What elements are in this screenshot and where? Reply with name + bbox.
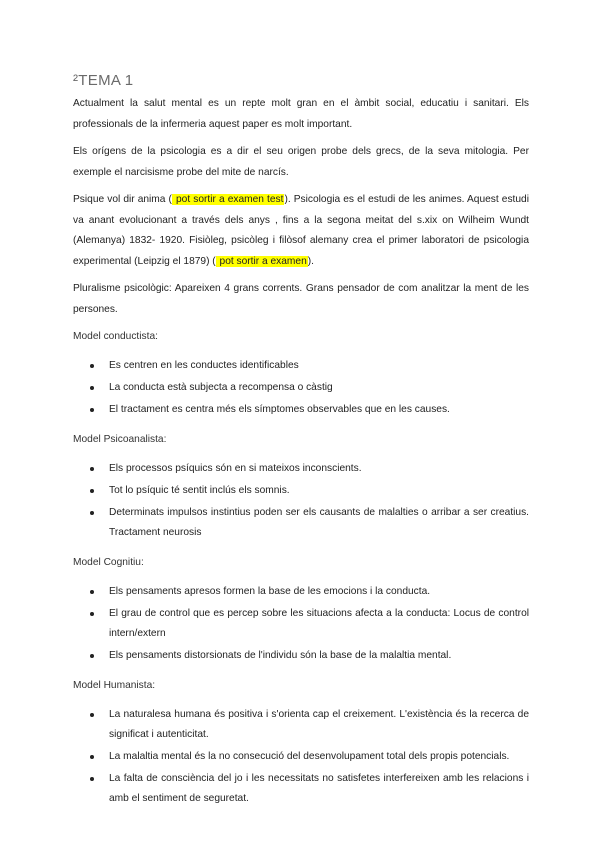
bullet-icon: [90, 713, 94, 717]
bullet-list-humanista: [73, 705, 529, 809]
exam-highlight-2: pot sortir a examen: [216, 255, 307, 267]
bullet-icon: [90, 612, 94, 616]
exam-highlight-1: pot sortir a examen test: [172, 194, 284, 205]
list-item: Els pensaments distorsionats de l'individu són la base de la malaltia mental.: [73, 646, 529, 666]
bullet-icon: [90, 511, 94, 515]
bullet-icon: [90, 654, 94, 658]
list-item: Els pensaments apresos formen la base de les emocions i la conducta.: [73, 582, 529, 602]
bullet-icon: [90, 364, 94, 368]
list-item: El tractament es centra més els símptomes observables que en les causes.: [73, 400, 529, 420]
page-title: ²TEMA 1: [73, 72, 134, 89]
psique-paragraph: [73, 190, 529, 272]
list-item: La naturalesa humana és positiva i s'orienta cap el creixement. L'existència és la recerca de significat i autenticitat.: [73, 705, 529, 745]
list-item: La conducta està subjecta a recompensa o càstig: [73, 378, 529, 398]
bullet-icon: [90, 467, 94, 471]
list-item: Determinats impulsos instintius poden ser els causants de malalties o arribar a ser creatius. Tractament neurosis: [73, 503, 529, 543]
document-body: [73, 72, 529, 819]
pluralisme-paragraph: Pluralisme psicològic: Apareixen 4 grans corrents. Grans pensador de com analitzar la ment de les persones.: [73, 283, 529, 315]
list-item: Es centren en les conductes identificables: [73, 356, 529, 376]
psique-text-1: Psique vol dir anima (: [73, 194, 172, 205]
bullet-icon: [90, 386, 94, 390]
bullet-icon: [90, 408, 94, 412]
psique-text-2: ). Psicologia es el estudi de les animes. Aquest estudi va anant evolucionant a través dels anys , fins a la segona meitat del s.xix on Wilheim Wundt (Alemanya) 1832- 1920. Fisiòleg, psicòleg i filòsof alemany crea el primer laboratori de psicologia experimental (Leipzig el 1879) (: [73, 194, 529, 267]
list-item: Els processos psíquics són en si mateixos inconscients.: [73, 459, 529, 479]
list-item: Tot lo psíquic té sentit inclús els somnis.: [73, 481, 529, 501]
list-item: La falta de consciència del jo i les necessitats no satisfetes interfereixen amb les relacions i amb el sentiment de seguretat.: [73, 769, 529, 809]
bullet-icon: [90, 777, 94, 781]
psique-text-3: ).: [307, 255, 314, 267]
model-heading-humanista: Model Humanista:: [73, 680, 156, 691]
intro-paragraph-2: Els orígens de la psicologia es a dir el seu origen probe dels grecs, de la seva mitologia. Per exemple el narcisisme probe del mite de narcís.: [73, 146, 529, 178]
bullet-icon: [90, 590, 94, 594]
model-heading-conductista: Model conductista:: [73, 331, 158, 342]
bullet-icon: [90, 755, 94, 759]
bullet-icon: [90, 489, 94, 493]
bullet-list-psicoanalista: [73, 459, 529, 543]
bullet-list-conductista: [73, 356, 529, 420]
model-heading-cognitiu: Model Cognitiu:: [73, 557, 144, 568]
bullet-list-cognitiu: [73, 582, 529, 666]
intro-paragraph-1: Actualment la salut mental es un repte molt gran en el àmbit social, educatiu i sanitari. Els professionals de la infermeria aquest paper es molt important.: [73, 98, 529, 130]
model-heading-psicoanalista: Model Psicoanalista:: [73, 434, 167, 445]
list-item: La malaltia mental és la no consecució del desenvolupament total dels propis potencials.: [73, 747, 529, 767]
list-item: El grau de control que es percep sobre les situacions afecta a la conducta: Locus de control intern/extern: [73, 604, 529, 644]
